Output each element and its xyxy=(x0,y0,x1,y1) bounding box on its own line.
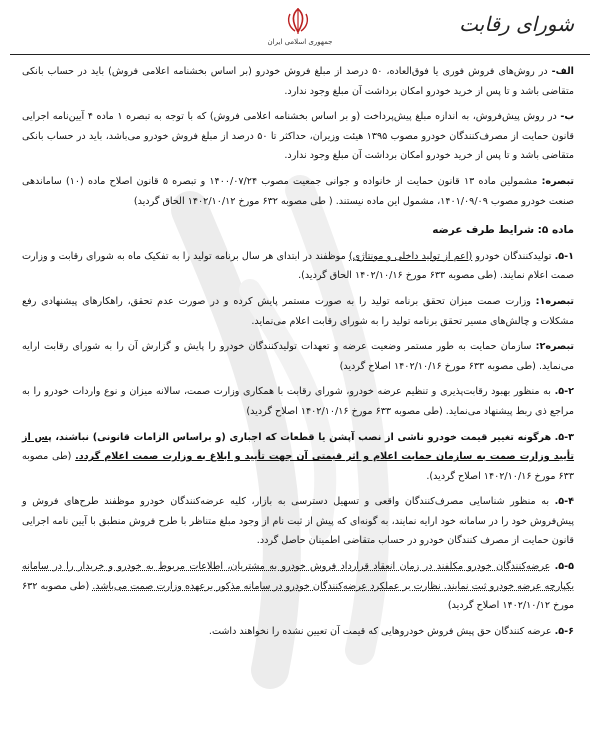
article-5-3-number: ۵-۳. xyxy=(554,431,574,443)
article-5-5-number: ۵-۵. xyxy=(554,561,574,573)
clause-alef xyxy=(22,62,574,101)
clause-be-text: در روش پیش‌فروش، به اندازه مبلغ پیش‌پرداخت (و بر اساس بخشنامه اعلامی فروش) که با توجه به تبصره ۱ ماده ۴ آیین‌نامه اجرایی قانون حمایت از مصرف‌کنندگان خودرو مصوب ۱۳۹۵ هیئت وزیران، حداکثر تا ۵۰ درصد از مبلغ فروش خودرو می‌باشد، باید در حساب بانکی متقاضی باشد و تا پس از خرید خودرو امکان برداشت آن مبلغ وجود ندارد. xyxy=(22,111,574,162)
article-5-4 xyxy=(22,492,574,551)
clause-be xyxy=(22,107,574,166)
article-5-1-number: ۵-۱. xyxy=(554,250,574,262)
article-5-5-text-a: عرضه‌کنندگان خودرو مکلفند در زمان انعقاد قرارداد فروش خودرو به مشتریان، اطلاعات مربوط به خودرو و خریدار را در سامانه یکپارچه عرضه خودرو ثبت نمایند. نظارت بر عملکرد عرضه‌کنندگان خودرو در سامانه مذکور برعهده وزارت صمت می‌باشد. xyxy=(22,561,574,592)
header-divider xyxy=(10,54,590,55)
article-5-1-note-2 xyxy=(22,337,574,376)
article-5-6-text: عرضه کنندگان حق پیش فروش خودروهایی که قیمت آن تعیین نشده را نخواهند داشت. xyxy=(208,625,552,637)
document-body xyxy=(22,62,574,647)
article-5-6 xyxy=(22,622,574,642)
note-2-label: تبصره۲: xyxy=(535,341,574,353)
article-5-6-number: ۵-۶. xyxy=(554,625,574,637)
article-5-3-text-c: (طی مصوبه ۶۳۳ مورخ ۱۴۰۲/۱۰/۱۶ اصلاح گردید). xyxy=(22,451,574,482)
letterhead xyxy=(0,0,600,58)
clause-note xyxy=(22,172,574,211)
note-2-text: سازمان حمایت به طور مستمر وضعیت عرضه و تعهدات تولیدکنندگان خودرو را پایش و گزارش آن را به شورای رقابت ارایه می‌نماید. (طی مصوبه ۶۳۳ مورخ ۱۴۰۲/۱۰/۱۶ اصلاح گردید) xyxy=(22,341,574,372)
section-title: ماده ۵: شرایط طرف عرضه xyxy=(432,224,574,237)
article-5-3-text-b: پس از تأیید وزارت صمت به سازمان حمایت اعلام و اثر قیمتی آن جهت تأیید و ابلاغ به وزارت صمت اعلام گردد. xyxy=(22,431,575,463)
article-5-2-text: به منظور بهبود رقابت‌پذیری و تنظیم عرضه خودرو، شورای رقابت با همکاری وزارت صمت، سالانه میزان و نوع واردات خودرو را به مراجع ذی ربط پیشنهاد می‌نماید. (طی مصوبه ۶۳۳ مورخ ۱۴۰۲/۱۰/۱۶ اصلاح گردید) xyxy=(22,386,574,417)
article-5-1-text-a: تولیدکنندگان خودرو xyxy=(475,250,552,262)
note-1-text: وزارت صمت میزان تحقق برنامه تولید را به صورت مستمر پایش کرده و در صورت عدم تحقق، راهکارهای پیشنهادی رفع مشکلات و چالش‌های مسیر تحقق برنامه تولید را به شورای رقابت اعلام می‌نماید. xyxy=(22,295,574,327)
article-5-2 xyxy=(22,382,574,421)
article-5-2-number: ۵-۲. xyxy=(554,386,574,398)
article-5-5 xyxy=(22,557,574,616)
article-5-5-text-b: (طی مصوبه ۶۳۲ مورخ ۱۴۰۲/۱۰/۱۲ اصلاح گردید) xyxy=(22,580,574,612)
article-5-4-text: به منظور شناسایی مصرف‌کنندگان واقعی و تسهیل دسترسی به بازار، کلیه عرضه‌کنندگان خودرو موظفند طرح‌های فروش و پیش‌فروش خود را در سامانه خود ارایه نمایند، به گونه‌ای که پیش از ثبت نام از وجود مبلغ متناظر با طرح فروش منطبق با آیین نامه اجرایی قانون حمایت از مصرف کنندگان خودرو در حساب متقاضی اطمینان حاصل گردد. xyxy=(22,496,574,547)
clause-be-label: ب- xyxy=(560,111,574,123)
article-5-1-text-c: موظفند در ابتدای هر سال برنامه تولید را به تفکیک ماه به شورای رقابت و وزارت صمت اعلام نمایند. (طی مصوبه ۶۳۳ مورخ ۱۴۰۲/۱۰/۱۶ الحاق گردید). xyxy=(22,250,574,282)
council-logo-text: شورای رقابت xyxy=(459,12,574,36)
clause-note-label: تبصره: xyxy=(541,175,575,187)
article-5-3-text-a: هرگونه تغییر قیمت خودرو ناشی از نصب آپشن یا قطعات که اجباری (و براساس الزامات قانونی) نباشند، xyxy=(51,431,552,443)
national-emblem-icon xyxy=(278,6,318,36)
article-5-4-number: ۵-۴. xyxy=(554,496,574,508)
article-5-3 xyxy=(22,428,574,487)
article-5-1-note-1 xyxy=(22,292,574,331)
note-1-label: تبصره۱: xyxy=(535,295,574,307)
clause-alef-label: الف- xyxy=(551,66,574,77)
clause-alef-text: در روش‌های فروش فوری یا فوق‌العاده، ۵۰ درصد از مبلغ فروش خودرو (بر اساس بخشنامه اعلامی فروش) باید در حساب بانکی متقاضی باشد و تا پس از خرید خودرو امکان برداشت آن مبلغ وجود ندارد. xyxy=(22,66,574,97)
article-5-1-text-b: (اعم از تولید داخلی و مونتاژی) xyxy=(348,250,473,262)
article-5-1 xyxy=(22,247,574,286)
emblem-caption: جمهوری اسلامی ایران xyxy=(267,38,333,46)
clause-note-text: مشمولین ماده ۱۳ قانون حمایت از خانواده و جوانی جمعیت مصوب ۱۴۰۰/۰۷/۲۴ و تبصره ۵ قانون اصلاح ماده (۱۰) ساماندهی صنعت خودرو مصوب ۱۴۰۱/۰۹/۰۹، مشمول این ماده نیستند. ( طی مصوبه ۶۳۲ مورخ ۱۴۰۲/۱۰/۱۲ الحاق گردید) xyxy=(22,175,574,207)
